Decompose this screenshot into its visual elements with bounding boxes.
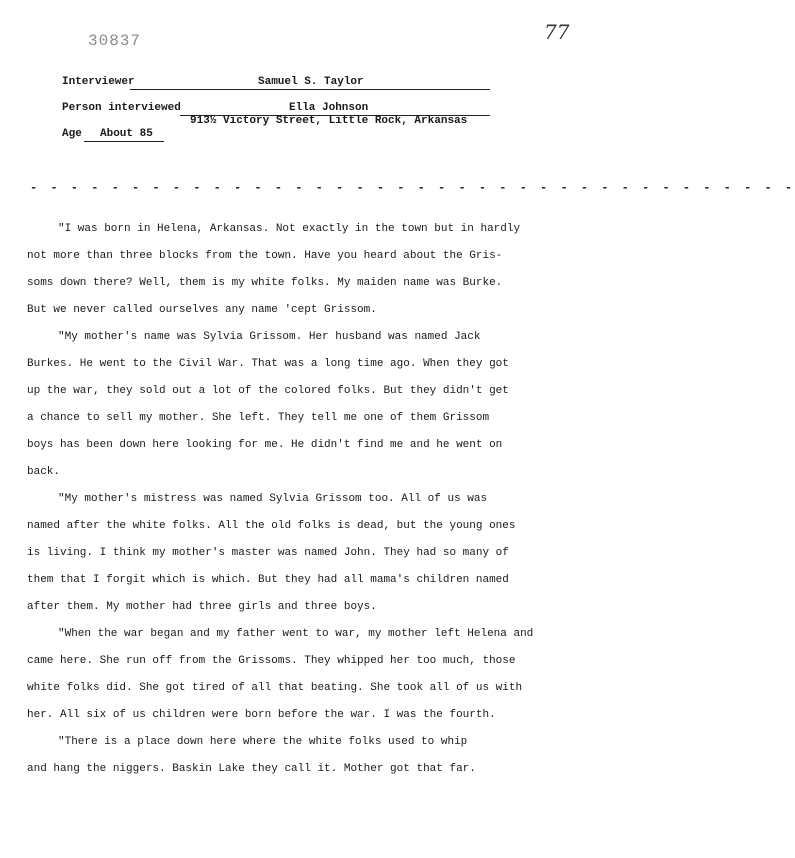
body-line: a chance to sell my mother. She left. They tell me one of them Grissom xyxy=(27,412,490,424)
body-line: not more than three blocks from the town. Have you heard about the Gris- xyxy=(27,250,503,262)
body-line: and hang the niggers. Baskin Lake they call it. Mother got that far. xyxy=(27,763,476,775)
body-line: "My mother's name was Sylvia Grissom. Her husband was named Jack xyxy=(58,331,481,343)
body-line: after them. My mother had three girls and three boys. xyxy=(27,601,377,613)
body-line: came here. She run off from the Grissoms. They whipped her too much, those xyxy=(27,655,516,667)
body-line: "When the war began and my father went to war, my mother left Helena and xyxy=(58,628,534,640)
age-value: About 85 xyxy=(100,128,153,140)
body-line: "There is a place down here where the white folks used to whip xyxy=(58,736,468,748)
body-line: her. All six of us children were born before the war. I was the fourth. xyxy=(27,709,496,721)
interviewer-underline xyxy=(130,89,490,90)
age-label: Age xyxy=(62,128,82,140)
address-value: 913½ Victory Street, Little Rock, Arkansas xyxy=(190,115,468,127)
section-separator: - - - - - - - - - - - - - - - - - - - - - - - - - - - - - - - - - - - - - - xyxy=(30,181,795,195)
body-line: soms down there? Well, them is my white folks. My maiden name was Burke. xyxy=(27,277,503,289)
body-line: white folks did. She got tired of all that beating. She took all of us with xyxy=(27,682,523,694)
body-line: But we never called ourselves any name 'cept Grissom. xyxy=(27,304,377,316)
body-line: back. xyxy=(27,466,61,478)
body-line: "I was born in Helena, Arkansas. Not exactly in the town but in hardly xyxy=(58,223,521,235)
archive-stamp: 30837 xyxy=(88,32,142,50)
person-interviewed-value: Ella Johnson xyxy=(289,102,369,114)
age-underline xyxy=(84,141,164,142)
page-number: 77 xyxy=(544,20,570,44)
body-line: named after the white folks. All the old folks is dead, but the young ones xyxy=(27,520,516,532)
body-line: up the war, they sold out a lot of the colored folks. But they didn't get xyxy=(27,385,509,397)
body-line: Burkes. He went to the Civil War. That was a long time ago. When they got xyxy=(27,358,509,370)
interviewer-value: Samuel S. Taylor xyxy=(258,76,364,88)
body-line: them that I forgit which is which. But they had all mama's children named xyxy=(27,574,509,586)
person-interviewed-label: Person interviewed xyxy=(62,102,181,114)
body-line: "My mother's mistress was named Sylvia Grissom too. All of us was xyxy=(58,493,488,505)
interviewer-label: Interviewer xyxy=(62,76,135,88)
body-line: is living. I think my mother's master was named John. They had so many of xyxy=(27,547,509,559)
body-line: boys has been down here looking for me. He didn't find me and he went on xyxy=(27,439,503,451)
